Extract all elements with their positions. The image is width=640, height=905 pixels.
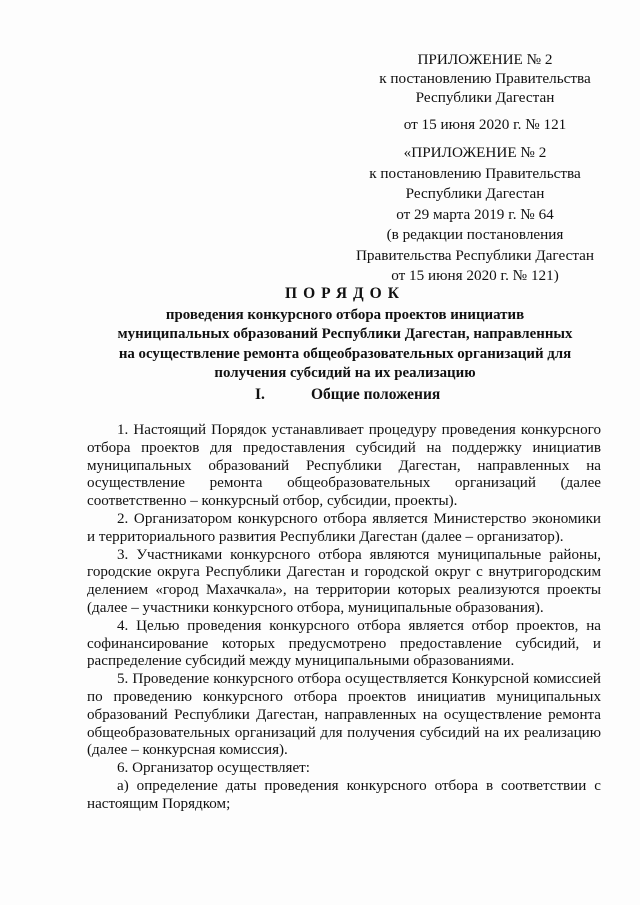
appendix-edition-government: Правительства Республики Дагестан [355, 246, 595, 264]
appendix-edition-date: от 15 июня 2020 г. № 121) [391, 267, 559, 284]
subtitle-line: на осуществление ремонта общеобразовательных организаций для [118, 345, 572, 362]
section-number: I. [255, 386, 265, 403]
appendix-header-current [340, 50, 630, 134]
paragraph: 3. Участниками конкурсного отбора являются муниципальные районы, городские округа Республики Дагестан и городской округ с внутригородским делением «город Махачкала», на территории которых реализуются проекты (далее – участники конкурсного отбора, муниципальные образования). [87, 546, 601, 616]
appendix-ref-republic: Республики Дагестан [405, 185, 545, 202]
paragraph: 2. Организатором конкурсного отбора является Министерство экономики и территориального развития Республики Дагестан (далее – организатор). [87, 510, 601, 545]
paragraph: 6. Организатор осуществляет: [117, 760, 310, 777]
subtitle-line: получения субсидий на их реализацию [214, 364, 476, 381]
appendix-title: ПРИЛОЖЕНИЕ № 2 [417, 51, 553, 68]
document-title: ПОРЯДОК [285, 285, 405, 302]
appendix-ref-republic: Республики Дагестан [415, 89, 555, 106]
appendix-ref: к постановлению Правительства [369, 164, 581, 182]
appendix-header-original [330, 143, 620, 287]
appendix-date: от 15 июня 2020 г. № 121 [403, 116, 567, 133]
paragraph: 4. Целью проведения конкурсного отбора является отбор проектов, на софинансирование которых предусмотрено предоставление субсидий, и распределение субсидий между муниципальными образованиями. [87, 617, 601, 670]
section-heading [255, 386, 440, 404]
appendix-ref: к постановлению Правительства [379, 70, 591, 87]
paragraph: 1. Настоящий Порядок устанавливает процедуру проведения конкурсного отбора проектов для предоставления субсидий на поддержку инициатив муниципальных образований Республики Дагестан, направленных на осуществление ремонта общеобразовательных организаций (далее соответственно – конкурсный отбор, субсидии, проекты). [87, 422, 601, 510]
appendix-title: «ПРИЛОЖЕНИЕ № 2 [403, 144, 547, 161]
document-subtitle [90, 306, 600, 383]
appendix-edition-note: (в редакции постановления [386, 226, 564, 243]
paragraph: 5. Проведение конкурсного отбора осуществляется Конкурсной комиссией по проведению конкурсного отбора проектов инициатив муниципальных образований Республики Дагестан, направленных на осуществление ремонта общеобразовательных организаций для получения субсидий на их реализацию (далее – конкурсная комиссия). [87, 671, 601, 759]
document-title-block [90, 284, 600, 383]
subtitle-line: муниципальных образований Республики Дагестан, направленных [117, 326, 573, 343]
document-body [87, 422, 601, 814]
appendix-date: от 29 марта 2019 г. № 64 [396, 205, 554, 223]
subtitle-line: проведения конкурсного отбора проектов инициатив [165, 307, 525, 323]
section-title: Общие положения [311, 386, 441, 403]
paragraph: а) определение даты проведения конкурсного отбора в соответствии с настоящим Порядком; [87, 777, 601, 812]
